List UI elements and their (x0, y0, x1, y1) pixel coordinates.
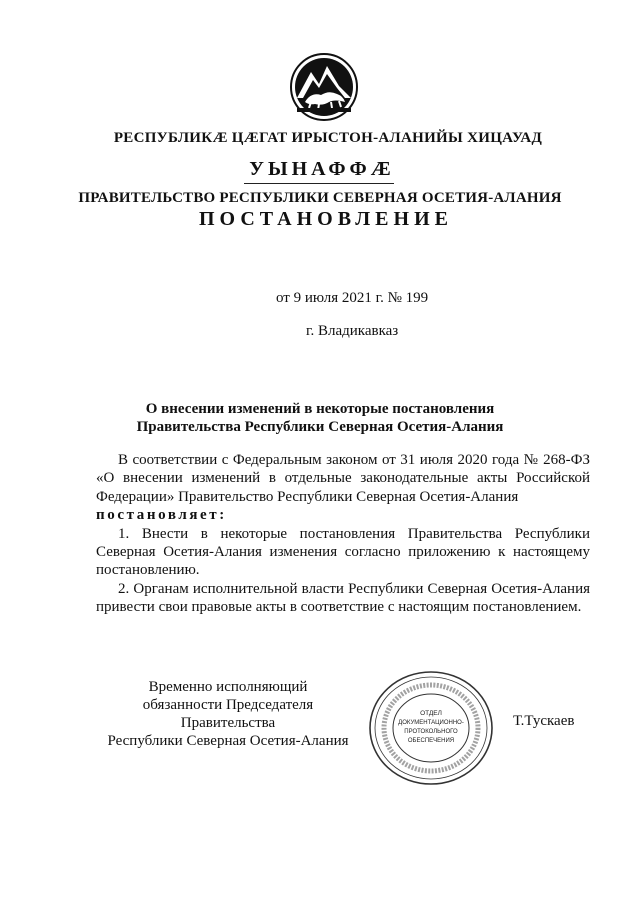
stamp-text-3: ПРОТОКОЛЬНОГО (404, 729, 458, 735)
ossetian-government-name: РЕСПУБЛИКӔ ЦӔГАТ ИРЫСТОН-АЛАНИЙЫ ХИЦАУАД (113, 130, 543, 146)
document-title (100, 400, 540, 436)
signatory-title (98, 678, 358, 750)
signatory-line-3: Республики Северная Осетия-Алания (107, 733, 349, 749)
item-2: 2. Органам исполнительной власти Республики Северная Осетия-Алания привести свои правовые акты в соответствие с настоящим постановлением. (96, 580, 590, 616)
document-type: ПОСТАНОВЛЕНИЕ (199, 208, 453, 230)
header-divider (244, 183, 394, 184)
ossetian-document-type: УЫНАФФӔ (249, 158, 395, 180)
preamble-paragraph (96, 451, 590, 525)
item-1: 1. Внести в некоторые постановления Правительства Республики Северная Осетия-Алания изменения согласно приложению к настоящему постановлению. (96, 525, 590, 579)
coat-of-arms-emblem (289, 52, 359, 122)
date-and-number: от 9 июля 2021 г. № 199 (276, 290, 429, 306)
decree-word: постановляет: (96, 507, 227, 524)
signatory-line-1: Временно исполняющий (148, 679, 308, 695)
preamble-text: В соответствии с Федеральным законом от 31 июля 2020 года № 268-ФЗ «О внесении изменений в отдельные законодательные акты Российской Федерации» Правительство Республики Северная Осетия-Алания (96, 452, 590, 505)
signatory-line-2: обязанности Председателя Правительства (142, 697, 314, 731)
stamp-text-1: ОТДЕЛ (420, 710, 442, 717)
signatory-name: Т.Тускаев (513, 713, 575, 729)
title-line-2: Правительства Республики Северная Осетия-Алания (136, 419, 504, 435)
stamp-text-2: ДОКУМЕНТАЦИОННО- (398, 720, 464, 726)
document-body (96, 451, 590, 617)
city: г. Владикавказ (306, 323, 399, 339)
official-stamp (366, 668, 496, 788)
title-line-1: О внесении изменений в некоторые постановления (145, 401, 495, 417)
government-name: ПРАВИТЕЛЬСТВО РЕСПУБЛИКИ СЕВЕРНАЯ ОСЕТИЯ-АЛАНИЯ (78, 190, 562, 206)
stamp-text-4: ОБЕСПЕЧЕНИЯ (407, 738, 455, 744)
